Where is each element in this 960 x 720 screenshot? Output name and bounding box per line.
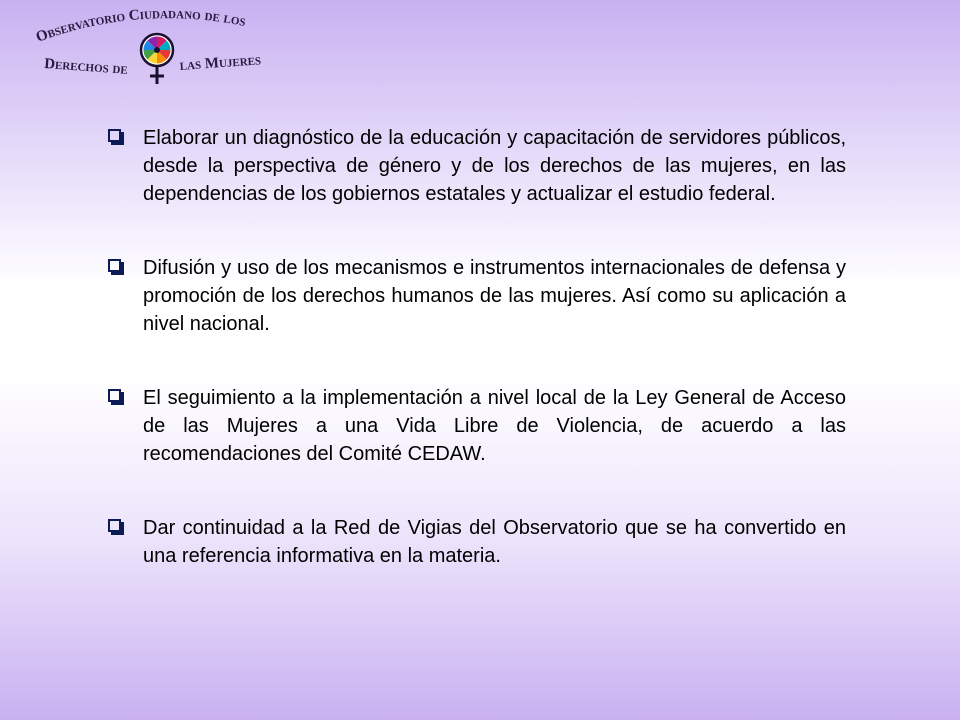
bullet-text: Difusión y uso de los mecanismos e instrumentos internacionales de defensa y promoción de los derechos humanos de las mujeres. Así como su aplicación a nivel nacional. [143,257,846,335]
bullet-text: Elaborar un diagnóstico de la educación y capacitación de servidores públicos, desde la perspectiva de género y de los derechos de las mujeres, en las dependencias de los gobiernos estatales y actualizar el estudio federal. [143,127,846,205]
checkbox-bullet-icon [108,129,121,142]
list-item [108,384,846,468]
checkbox-bullet-icon [108,389,121,402]
list-item [108,254,846,338]
bullet-text: El seguimiento a la implementación a nivel local de la Ley General de Acceso de las Mujeres a una Vida Libre de Violencia, de acuerdo a las recomendaciones del Comité CEDAW. [143,387,846,465]
list-item [108,124,846,208]
venus-wheel-icon [141,34,173,84]
bullet-text: Dar continuidad a la Red de Vigias del Observatorio que se ha convertido en una referencia informativa en la materia. [143,517,846,567]
checkbox-bullet-icon [108,519,121,532]
logo-line1: Observatorio Ciudadano de los [33,8,248,46]
observatorio-logo [30,8,280,88]
logo-line2-left: Derechos de [43,56,129,78]
bullet-list [108,124,846,570]
list-item [108,514,846,570]
logo-graphic [30,8,280,88]
checkbox-bullet-icon [108,259,121,272]
logo-line2-right: las Mujeres [179,52,262,74]
